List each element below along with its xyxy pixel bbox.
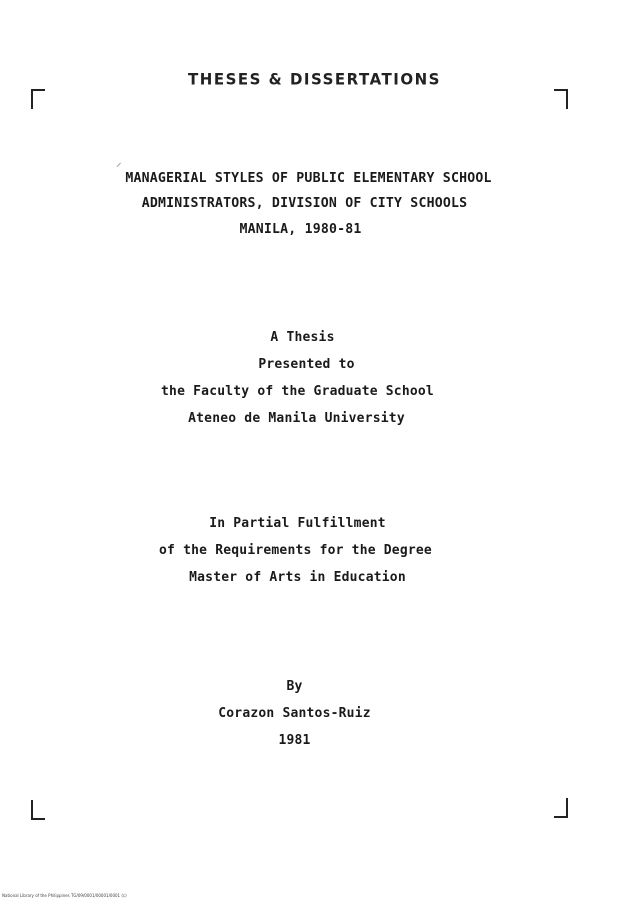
crop-mark-top-left (31, 89, 45, 109)
library-footer: National Library of the Philippines TG/09/0001/00001/0001 (c) (2, 893, 127, 898)
presentation-line-3: the Faculty of the Graduate School (161, 384, 434, 399)
author-by: By (286, 679, 303, 694)
pen-mark: ⸝ (116, 156, 122, 169)
thesis-title-line-2: ADMINISTRATORS, DIVISION OF CITY SCHOOLS (141, 196, 468, 211)
presentation-line-2: Presented to (258, 357, 355, 372)
thesis-year: 1981 (278, 733, 311, 748)
presentation-line-1: A Thesis (270, 330, 335, 345)
fulfillment-line-2: of the Requirements for the Degree (159, 543, 432, 558)
thesis-title-line-3: MANILA, 1980-81 (239, 222, 362, 237)
crop-mark-bottom-left (31, 800, 45, 820)
presentation-line-4: Ateneo de Manila University (188, 411, 405, 426)
thesis-title-line-1: MANAGERIAL STYLES OF PUBLIC ELEMENTARY SCHOOL (125, 171, 492, 186)
fulfillment-line-1: In Partial Fulfillment (209, 516, 386, 531)
crop-mark-bottom-right (554, 798, 568, 818)
author-name: Corazon Santos-Ruiz (218, 706, 371, 721)
collection-stamp: THESES & DISSERTATIONS (188, 69, 441, 89)
crop-mark-top-right (554, 89, 568, 109)
fulfillment-line-3: Master of Arts in Education (189, 570, 406, 585)
